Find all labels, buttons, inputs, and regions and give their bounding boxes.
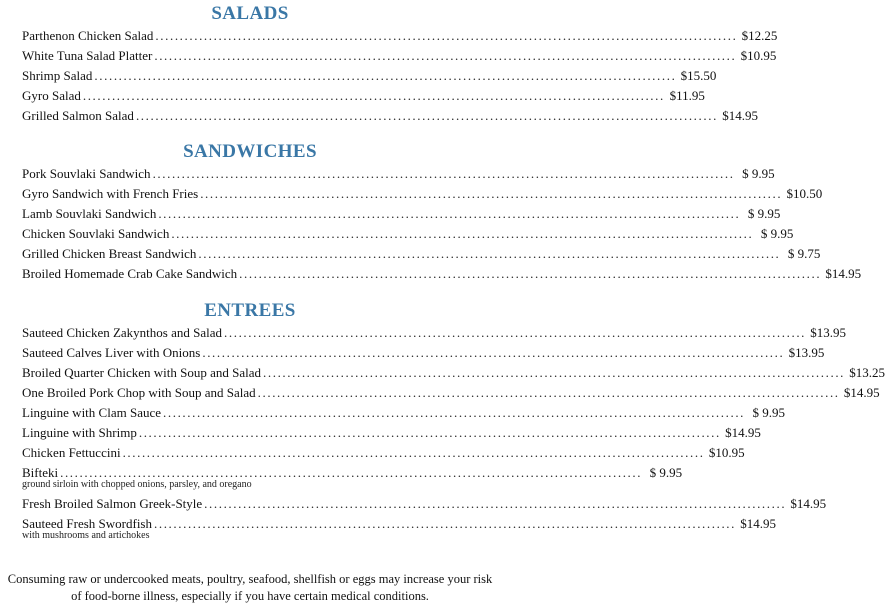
menu-item-name: Parthenon Chicken Salad	[22, 28, 154, 43]
dot-leader: ........................................................................................................................	[60, 465, 643, 480]
menu-item-price: $10.50	[786, 186, 823, 201]
menu-item-name: Lamb Souvlaki Sandwich	[22, 206, 157, 221]
menu-list-sandwiches	[22, 164, 862, 284]
menu-list-entrees	[22, 323, 885, 545]
menu-item	[22, 264, 862, 284]
dot-leader: ........................................................................................................................	[155, 28, 738, 43]
menu-item-name: Broiled Quarter Chicken with Soup and Salad	[22, 365, 262, 380]
menu-item-price: $ 9.95	[649, 465, 683, 480]
menu-item-name: Grilled Chicken Breast Sandwich	[22, 246, 197, 261]
section-title-salads: SALADS	[211, 3, 289, 24]
dot-leader: ........................................................................................................................	[257, 385, 840, 400]
menu-item-name: Gyro Salad	[22, 88, 81, 103]
menu-item	[22, 423, 761, 443]
menu-item	[22, 164, 775, 184]
dot-leader: ........................................................................................................................	[154, 516, 736, 531]
menu-item	[22, 463, 683, 490]
menu-item-name: Sauteed Calves Liver with Onions	[22, 345, 201, 360]
menu-item-price: $12.25	[741, 28, 778, 43]
dot-leader: ........................................................................................................................	[135, 108, 718, 123]
dot-leader: ........................................................................................................................	[152, 166, 735, 181]
menu-item-name: Grilled Salmon Salad	[22, 108, 134, 123]
menu-item-name: One Broiled Pork Chop with Soup and Salad	[22, 385, 256, 400]
menu-item-name: Chicken Souvlaki Sandwich	[22, 226, 170, 241]
menu-item-price: $ 9.95	[752, 405, 786, 420]
menu-item	[22, 224, 794, 244]
dot-leader: ........................................................................................................................	[171, 226, 754, 241]
menu-item-name: Shrimp Salad	[22, 68, 93, 83]
menu-item-price: $ 9.95	[742, 166, 775, 181]
menu-item-price: $15.50	[680, 68, 717, 83]
menu-item-price: $13.95	[788, 345, 825, 360]
health-notice-line: Consuming raw or undercooked meats, poultry, seafood, shellfish or eggs may increase your risk	[7, 572, 493, 586]
dot-leader: ........................................................................................................................	[263, 365, 846, 380]
dot-leader: ........................................................................................................................	[138, 425, 721, 440]
dot-leader: ........................................................................................................................	[202, 345, 785, 360]
menu-item	[22, 403, 786, 423]
dot-leader: ........................................................................................................................	[154, 48, 737, 63]
menu-item-price: $ 9.95	[747, 206, 781, 221]
menu-item	[22, 443, 745, 463]
dot-leader: ........................................................................................................................	[94, 68, 677, 83]
menu-item-price: $ 9.95	[760, 226, 794, 241]
menu-item-description: with mushrooms and artichokes	[22, 530, 150, 541]
menu-item	[22, 204, 781, 224]
menu-item-name: Linguine with Shrimp	[22, 425, 137, 440]
dot-leader: ........................................................................................................................	[239, 266, 822, 281]
menu-item-name: Bifteki	[22, 465, 59, 480]
menu-item	[22, 323, 847, 343]
dot-leader: ........................................................................................................................	[82, 88, 665, 103]
menu-item-name: Sauteed Chicken Zakynthos and Salad	[22, 325, 223, 340]
menu-item-price: $14.95	[843, 385, 880, 400]
menu-item-price: $ 9.75	[787, 246, 821, 261]
menu-item-name: Gyro Sandwich with French Fries	[22, 186, 199, 201]
menu-item	[22, 383, 880, 403]
menu-item-price: $14.95	[740, 516, 776, 531]
menu-item-name: Fresh Broiled Salmon Greek-Style	[22, 496, 203, 511]
menu-item-price: $10.95	[708, 445, 745, 460]
menu-item-name: Linguine with Clam Sauce	[22, 405, 162, 420]
menu-item-name: Chicken Fettuccini	[22, 445, 121, 460]
menu-item-name: Broiled Homemade Crab Cake Sandwich	[22, 266, 238, 281]
menu-item	[22, 514, 776, 541]
menu-item	[22, 26, 778, 46]
menu-item-price: $11.95	[669, 88, 705, 103]
menu-item-price: $13.25	[849, 365, 885, 380]
menu-item	[22, 363, 885, 383]
dot-leader: ........................................................................................................................	[204, 496, 787, 511]
menu-item	[22, 86, 705, 106]
health-notice	[0, 571, 500, 605]
menu-list-salads	[22, 26, 778, 126]
section-title-entrees: ENTREES	[204, 300, 296, 321]
menu-item-description: ground sirloin with chopped onions, parsley, and oregano	[22, 479, 252, 490]
dot-leader: ........................................................................................................................	[198, 246, 781, 261]
menu-item	[22, 106, 758, 126]
menu-item-price: $14.95	[722, 108, 758, 123]
menu-item	[22, 66, 717, 86]
dot-leader: ........................................................................................................................	[224, 325, 807, 340]
menu-item-name: Pork Souvlaki Sandwich	[22, 166, 151, 181]
dot-leader: ........................................................................................................................	[200, 186, 783, 201]
menu-item-price: $13.95	[810, 325, 847, 340]
dot-leader: ........................................................................................................................	[158, 206, 741, 221]
menu-item	[22, 46, 777, 66]
menu-item-price: $14.95	[790, 496, 827, 511]
menu-item	[22, 184, 823, 204]
dot-leader: ........................................................................................................................	[122, 445, 705, 460]
health-notice-line: of food-borne illness, especially if you have certain medical conditions.	[71, 589, 429, 603]
menu-item	[22, 244, 821, 264]
menu-item-price: $10.95	[740, 48, 777, 63]
menu-item-name: Sauteed Fresh Swordfish	[22, 516, 152, 531]
menu-item	[22, 343, 825, 363]
section-title-sandwiches: SANDWICHES	[183, 141, 317, 162]
dot-leader: ........................................................................................................................	[163, 405, 746, 420]
menu-item	[22, 494, 827, 514]
menu-item-price: $14.95	[725, 425, 761, 440]
menu-item-name: White Tuna Salad Platter	[22, 48, 153, 63]
menu-item-price: $14.95	[825, 266, 862, 281]
